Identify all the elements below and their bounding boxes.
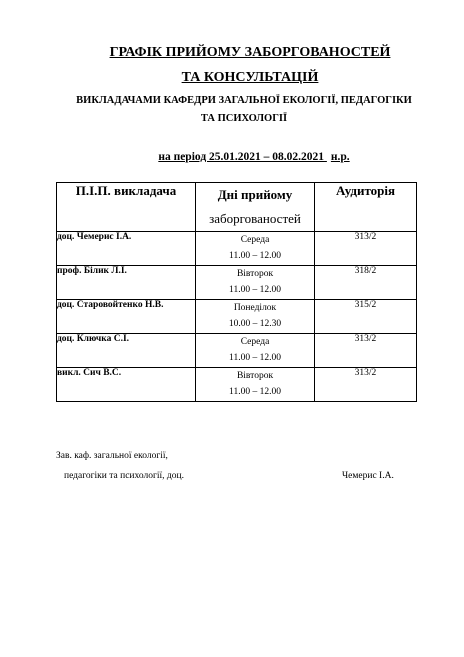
row-days	[196, 266, 315, 300]
row-name: доц. Старовойтенко Н.В.	[57, 300, 196, 334]
row-room: 315/2	[315, 300, 417, 334]
header-name: П.І.П. викладача	[57, 183, 196, 232]
table-header-row	[57, 183, 417, 232]
header-days	[196, 183, 315, 232]
period-text: на період 25.01.2021 – 08.02.2021	[158, 151, 325, 163]
document-title-line2: ТА КОНСУЛЬТАЦІЙ	[181, 70, 319, 85]
document-title-line1: ГРАФІК ПРИЙОМУ ЗАБОРГОВАНОСТЕЙ	[109, 45, 391, 60]
document-subtitle-line2: ТА ПСИХОЛОГІЇ	[200, 113, 288, 124]
row-room: 318/2	[315, 266, 417, 300]
row-days	[196, 334, 315, 368]
row-time: 11.00 – 12.00	[229, 285, 281, 295]
row-room: 313/2	[315, 368, 417, 402]
row-time: 11.00 – 12.00	[229, 387, 281, 397]
header-days-line1: Дні прийому	[217, 187, 293, 202]
header-days-line2: заборгованостей	[209, 211, 301, 226]
signature-name: Чемерис І.А.	[342, 471, 394, 481]
row-day: Середа	[240, 337, 270, 347]
row-days	[196, 232, 315, 266]
row-room: 313/2	[315, 232, 417, 266]
row-name: доц. Чемерис І.А.	[57, 232, 196, 266]
row-day: Понеділок	[233, 303, 277, 313]
row-day: Вівторок	[236, 269, 274, 279]
signature-position-line1: Зав. каф. загальної екології,	[56, 451, 168, 461]
header-room: Аудиторія	[315, 183, 417, 232]
row-day: Середа	[240, 235, 270, 245]
table-row	[57, 232, 417, 266]
row-days	[196, 300, 315, 334]
document-subtitle-line1: ВИКЛАДАЧАМИ КАФЕДРИ ЗАГАЛЬНОЇ ЕКОЛОГІЇ, ПЕДАГОГІКИ	[76, 95, 412, 106]
table-row	[57, 368, 417, 402]
schedule-table	[56, 182, 417, 402]
row-name: проф. Білик Л.І.	[57, 266, 196, 300]
row-name: викл. Сич В.С.	[57, 368, 196, 402]
table-row	[57, 266, 417, 300]
period-heading	[0, 151, 464, 164]
period-suffix: н.р.	[330, 151, 350, 163]
row-time: 11.00 – 12.00	[229, 251, 281, 261]
row-room: 313/2	[315, 334, 417, 368]
row-time: 11.00 – 12.00	[229, 353, 281, 363]
row-day: Вівторок	[236, 371, 274, 381]
signature-position-line2: педагогіки та психології, доц.	[64, 471, 184, 481]
row-name: доц. Ключка С.І.	[57, 334, 196, 368]
table-row	[57, 300, 417, 334]
table-row	[57, 334, 417, 368]
row-days	[196, 368, 315, 402]
row-time: 10.00 – 12.30	[228, 319, 282, 329]
